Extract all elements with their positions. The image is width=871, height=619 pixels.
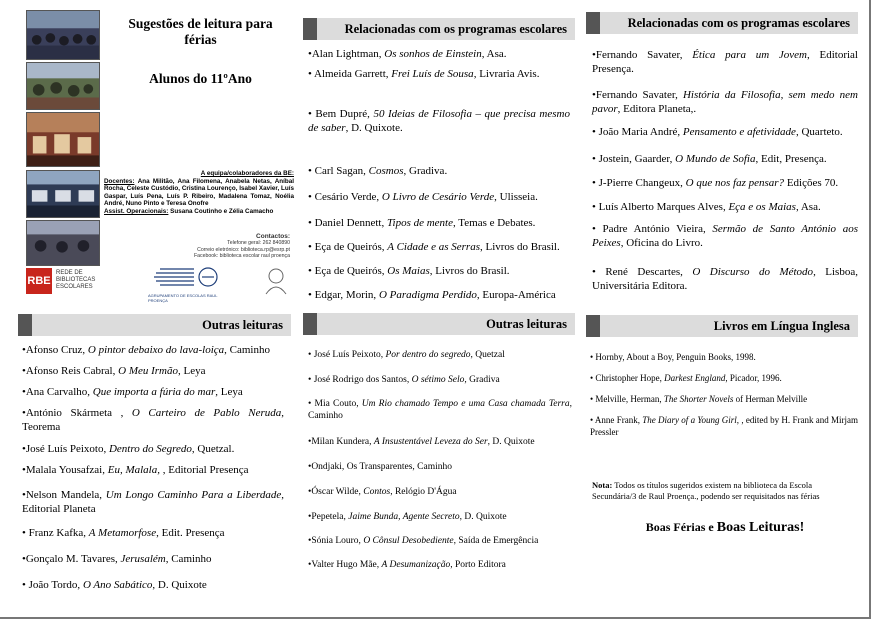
english-book-item	[590, 393, 858, 405]
contacts-phone: Telefone geral: 262 840890	[227, 240, 290, 247]
other-readings-col-1	[18, 314, 291, 336]
english-book-item	[590, 414, 858, 438]
item-author: • Eça de Queirós,	[308, 265, 388, 277]
item-publisher: , Asa.	[481, 48, 507, 60]
item-publisher: Edições 70.	[784, 177, 839, 189]
related-reading-item	[592, 88, 858, 116]
item-publisher: , Porto Editora	[450, 560, 506, 570]
portrait-emblem	[262, 266, 290, 296]
item-author: • Mia Couto,	[308, 399, 362, 409]
item-publisher: , D. Quixote	[487, 437, 535, 447]
docentes-list: Ana Militão, Ana Filomena, Anabela Netas, Aníbal Rocha, Celeste Custódio, Cristina Lourenço, Isabel Xavier, Luís Gaspar, Luís Pena, Luís P. Ribeiro, Madalena Tomaz, Noélia André, Nuno Pinto e Teresa Onofre	[104, 177, 294, 208]
related-reading-item	[592, 222, 858, 250]
item-title: 50 Ideias de Filosofia – que precisa mesmo de saber	[308, 108, 570, 134]
item-author: • Franz Kafka,	[22, 527, 89, 539]
farewell-part-1: Boas Férias e	[645, 520, 717, 534]
item-author: • Luís Alberto Marques Alves,	[592, 201, 729, 213]
intro-title-line2: férias	[184, 32, 217, 47]
farewell-part-2: Boas Leituras!	[716, 520, 805, 535]
other-reading-item	[308, 374, 572, 386]
related-reading-item	[592, 176, 858, 190]
item-title: Os Maias	[387, 265, 430, 277]
item-author: • João Maria André,	[592, 126, 683, 138]
intro-subtitle: Alunos do 11ºAno	[149, 71, 252, 86]
item-publisher: , Oficina do Livro.	[620, 237, 703, 249]
rbe-logo	[26, 268, 114, 296]
item-author: •Óscar Wilde,	[308, 487, 364, 497]
other-reading-item	[22, 526, 284, 540]
item-title: The Shorter Novels	[663, 394, 734, 404]
item-publisher: , Editora Planeta,.	[617, 103, 697, 115]
item-author: •Ana Carvalho,	[22, 386, 93, 398]
item-author: • Padre António Vieira,	[592, 223, 713, 235]
item-publisher: , Edit, Presença.	[755, 153, 827, 165]
rbe-logo-text-2: BIBLIOTECAS	[56, 277, 96, 283]
related-reading-item	[308, 264, 570, 278]
item-title: Jaime Bunda, Agente Secreto	[348, 512, 460, 522]
contacts-block	[150, 234, 290, 260]
item-title: Contos	[363, 487, 391, 497]
item-title: O Carteiro de Pablo Neruda	[131, 407, 282, 419]
item-author: •Gonçalo M. Tavares,	[22, 553, 121, 565]
item-publisher: , Caminho	[308, 399, 572, 421]
item-title: Frei Luís de Sousa	[391, 68, 474, 80]
related-reading-item	[308, 107, 570, 135]
item-title: Eça e os Maias	[728, 201, 796, 213]
item-publisher: , Saída de Emergência	[453, 536, 539, 546]
item-title: O Cônsul Desobediente	[363, 536, 454, 546]
item-publisher: , Europa-América	[476, 289, 556, 301]
item-publisher: , Ulisseia.	[494, 191, 538, 203]
assist-label: Assist. Operacionais:	[104, 207, 169, 215]
item-author: •José Luís Peixoto,	[22, 443, 109, 455]
item-publisher: , Editorial Presença.	[592, 49, 858, 75]
other-reading-item	[22, 463, 284, 477]
item-publisher: , Temas e Debates.	[453, 217, 536, 229]
related-reading-item	[308, 288, 570, 302]
library-photo-3	[26, 112, 100, 167]
item-author: • Anne Frank,	[590, 415, 643, 425]
item-author: •Nelson Mandela,	[22, 489, 106, 501]
item-publisher: , Livros do Brasil.	[479, 241, 560, 253]
item-publisher: , D. Quixote	[152, 579, 207, 591]
assist-list: Susana Coutinho e Zélia Camacho	[170, 207, 274, 215]
item-publisher: , Livraria Avis.	[473, 68, 540, 80]
item-publisher: , Caminho	[165, 553, 212, 565]
item-publisher: , Quarteto.	[795, 126, 843, 138]
other-reading-item	[308, 486, 572, 498]
related-reading-item	[308, 67, 570, 81]
team-credits	[104, 170, 294, 216]
related-reading-item	[308, 164, 570, 178]
item-publisher: , Gradiva.	[403, 165, 448, 177]
related-reading-item	[308, 190, 570, 204]
related-reading-item	[592, 200, 858, 214]
related-readings-heading-2: Relacionadas com os programas escolares	[586, 12, 858, 34]
contacts-facebook: Facebook: biblioteca escolar raul proença	[193, 253, 290, 260]
item-title: Eu, Malala,	[107, 464, 163, 476]
other-reading-item	[308, 535, 572, 547]
item-author: •Afonso Reis Cabral,	[22, 365, 119, 377]
item-title: A Desumanização	[381, 560, 451, 570]
item-title: Os sonhos de Einstein	[384, 48, 482, 60]
related-reading-item	[308, 47, 570, 61]
item-publisher: , Quetzal.	[191, 443, 235, 455]
farewell	[592, 518, 858, 536]
item-publisher: , Picador, 1996.	[725, 373, 782, 383]
item-publisher: , edited by H. Frank and Mirjam Pressler	[590, 415, 858, 437]
related-reading-item	[592, 125, 858, 139]
item-title: Cosmos	[368, 165, 404, 177]
item-author: • Hornby, About a Boy, Penguin Books, 1998.	[590, 352, 756, 362]
item-title: O Meu Irmão	[118, 365, 179, 377]
item-author: • Cesário Verde,	[308, 191, 382, 203]
item-publisher: of Herman Melville	[733, 394, 808, 404]
item-author: •Alan Lightman,	[308, 48, 385, 60]
other-reading-item	[22, 552, 284, 566]
note-label: Nota:	[592, 480, 613, 490]
item-title: Jerusalém	[120, 553, 166, 565]
docentes-label: Docentes:	[104, 177, 135, 185]
item-author: •Sónia Louro,	[308, 536, 364, 546]
other-reading-item	[308, 559, 572, 571]
related-reading-item	[308, 216, 570, 230]
related-readings-col-1	[303, 18, 575, 40]
item-publisher: , Lisboa, Universitária Editora.	[592, 266, 858, 292]
other-reading-item	[22, 406, 284, 434]
school-logo-text: AGRUPAMENTO DE ESCOLAS RAUL PROENÇA	[148, 293, 218, 303]
item-publisher: Os Transparentes, Caminho	[346, 462, 452, 472]
item-title: História da Filosofia, sem medo nem pavor	[592, 89, 858, 115]
related-reading-item	[592, 265, 858, 293]
other-reading-item	[308, 461, 572, 473]
item-title: O pintor debaixo do lava-loiça	[87, 344, 225, 356]
item-author: • Eça de Queirós,	[308, 241, 388, 253]
item-title: A Insustentável Leveza do Ser	[373, 437, 488, 447]
other-readings-heading-1: Outras leituras	[18, 314, 291, 336]
other-reading-item	[22, 385, 284, 399]
item-title: O Discurso do Método	[692, 266, 814, 278]
item-author: • Almeida Garrett,	[308, 68, 392, 80]
item-author: •Malala Yousafzai,	[22, 464, 108, 476]
item-author: • René Descartes,	[592, 266, 693, 278]
item-title: Um Longo Caminho Para a Liberdade	[105, 489, 282, 501]
related-reading-item	[308, 240, 570, 254]
related-reading-item	[592, 152, 858, 166]
item-author: •António Skármeta ,	[22, 407, 132, 419]
other-reading-item	[22, 578, 284, 592]
item-title: O Mundo de Sofia	[675, 153, 756, 165]
item-title: Pensamento e afetividade	[682, 126, 796, 138]
english-book-item	[590, 372, 858, 384]
item-title: Um Rio chamado Tempo e uma Casa chamada Terra	[361, 399, 570, 409]
item-author: •Fernando Savater,	[592, 89, 683, 101]
item-publisher: , Leya	[215, 386, 243, 398]
item-author: • José Rodrigo dos Santos,	[308, 375, 412, 385]
item-author: • José Luís Peixoto,	[308, 350, 386, 360]
other-readings-heading-2: Outras leituras	[303, 313, 575, 335]
item-title: O sétimo Selo	[411, 375, 465, 385]
english-book-item	[590, 351, 858, 363]
item-publisher: , Asa.	[795, 201, 821, 213]
item-publisher: , Editorial Presença	[162, 464, 249, 476]
item-author: •Valter Hugo Mãe,	[308, 560, 382, 570]
item-author: • J-Pierre Changeux,	[592, 177, 686, 189]
availability-note	[592, 480, 858, 502]
library-photo-1	[26, 10, 100, 60]
item-title: A Metamorfose	[88, 527, 157, 539]
item-author: •Ondjaki,	[308, 462, 347, 472]
item-title: Tipos de mente	[387, 217, 453, 229]
item-author: • Jostein, Gaarder,	[592, 153, 676, 165]
rbe-logo-text-3: ESCOLARES	[56, 284, 93, 290]
item-title: O Livro de Cesário Verde	[381, 191, 495, 203]
item-publisher: , Caminho	[224, 344, 270, 356]
other-reading-item	[22, 343, 284, 357]
item-title: O Ano Sabático	[82, 579, 153, 591]
item-title: Sermão de Santo António aos Peixes	[592, 223, 858, 249]
other-readings-col-2	[303, 313, 575, 335]
item-title: O Paradigma Perdido	[378, 289, 477, 301]
note-text: Todos os títulos sugeridos existem na biblioteca da Escola Secundária/3 de Raul Proença., podendo ser requisitados nas férias	[592, 480, 820, 501]
item-publisher: , Relógio D'Água	[390, 487, 457, 497]
team-heading: A equipa/colaboradores da BE:	[200, 170, 294, 177]
item-author: • Edgar, Morin,	[308, 289, 379, 301]
contacts-email: Correio eletrónico: biblioteca.rp@esrp.pt	[197, 246, 290, 253]
item-title: O que nos faz pensar?	[685, 177, 785, 189]
rbe-logo-text-1: REDE DE	[56, 270, 83, 276]
item-author: •Milan Kundera,	[308, 437, 374, 447]
item-author: •Fernando Savater,	[592, 49, 693, 61]
contacts-heading: Contactos:	[256, 233, 290, 240]
item-author: • Christopher Hope,	[590, 373, 665, 383]
item-publisher: , D. Quixote	[459, 512, 507, 522]
item-title: The Diary of a Young Girl,	[642, 415, 740, 425]
library-photo-4	[26, 170, 100, 218]
item-publisher: , Leya	[178, 365, 206, 377]
library-photo-2	[26, 62, 100, 110]
intro-title-line1: Sugestões de leitura para	[128, 16, 273, 31]
item-author: • Carl Sagan,	[308, 165, 369, 177]
item-title: Por dentro do segredo	[385, 350, 471, 360]
rbe-logo-text	[56, 270, 95, 291]
item-publisher: , Editorial Planeta	[22, 489, 285, 515]
other-reading-item	[308, 398, 572, 422]
item-title: Ética para um Jovem	[692, 49, 807, 61]
item-publisher: , Gradiva	[464, 375, 500, 385]
item-title: Darkest England	[664, 373, 726, 383]
item-author: •Afonso Cruz,	[22, 344, 88, 356]
library-photo-5	[26, 220, 100, 266]
other-reading-item	[22, 442, 284, 456]
item-publisher: , Livros do Brasil.	[429, 265, 510, 277]
english-books-col	[586, 315, 858, 337]
item-publisher: , Edit. Presença	[156, 527, 225, 539]
item-title: Dentro do Segredo	[108, 443, 192, 455]
item-title: A Cidade e as Serras	[387, 241, 480, 253]
english-books-heading: Livros em Língua Inglesa	[586, 315, 858, 337]
other-reading-item	[22, 488, 284, 516]
item-publisher: , Teorema	[22, 407, 285, 433]
other-reading-item	[308, 349, 572, 361]
item-publisher: , Quetzal	[470, 350, 505, 360]
item-publisher: , D. Quixote.	[345, 122, 403, 134]
item-author: •Pepetela,	[308, 512, 349, 522]
other-reading-item	[308, 436, 572, 448]
item-title: Que importa a fúria do mar	[92, 386, 216, 398]
related-reading-item	[592, 48, 858, 76]
rbe-logo-mark: RBE	[26, 268, 52, 294]
item-author: • Melville, Herman,	[590, 394, 664, 404]
related-readings-heading-1: Relacionadas com os programas escolares	[303, 18, 575, 40]
other-reading-item	[308, 511, 572, 523]
related-readings-col-2	[586, 12, 858, 34]
item-author: • Bem Dupré,	[308, 108, 374, 120]
other-reading-item	[22, 364, 284, 378]
item-author: • João Tordo,	[22, 579, 83, 591]
item-author: • Daniel Dennett,	[308, 217, 387, 229]
intro-title	[108, 16, 293, 48]
